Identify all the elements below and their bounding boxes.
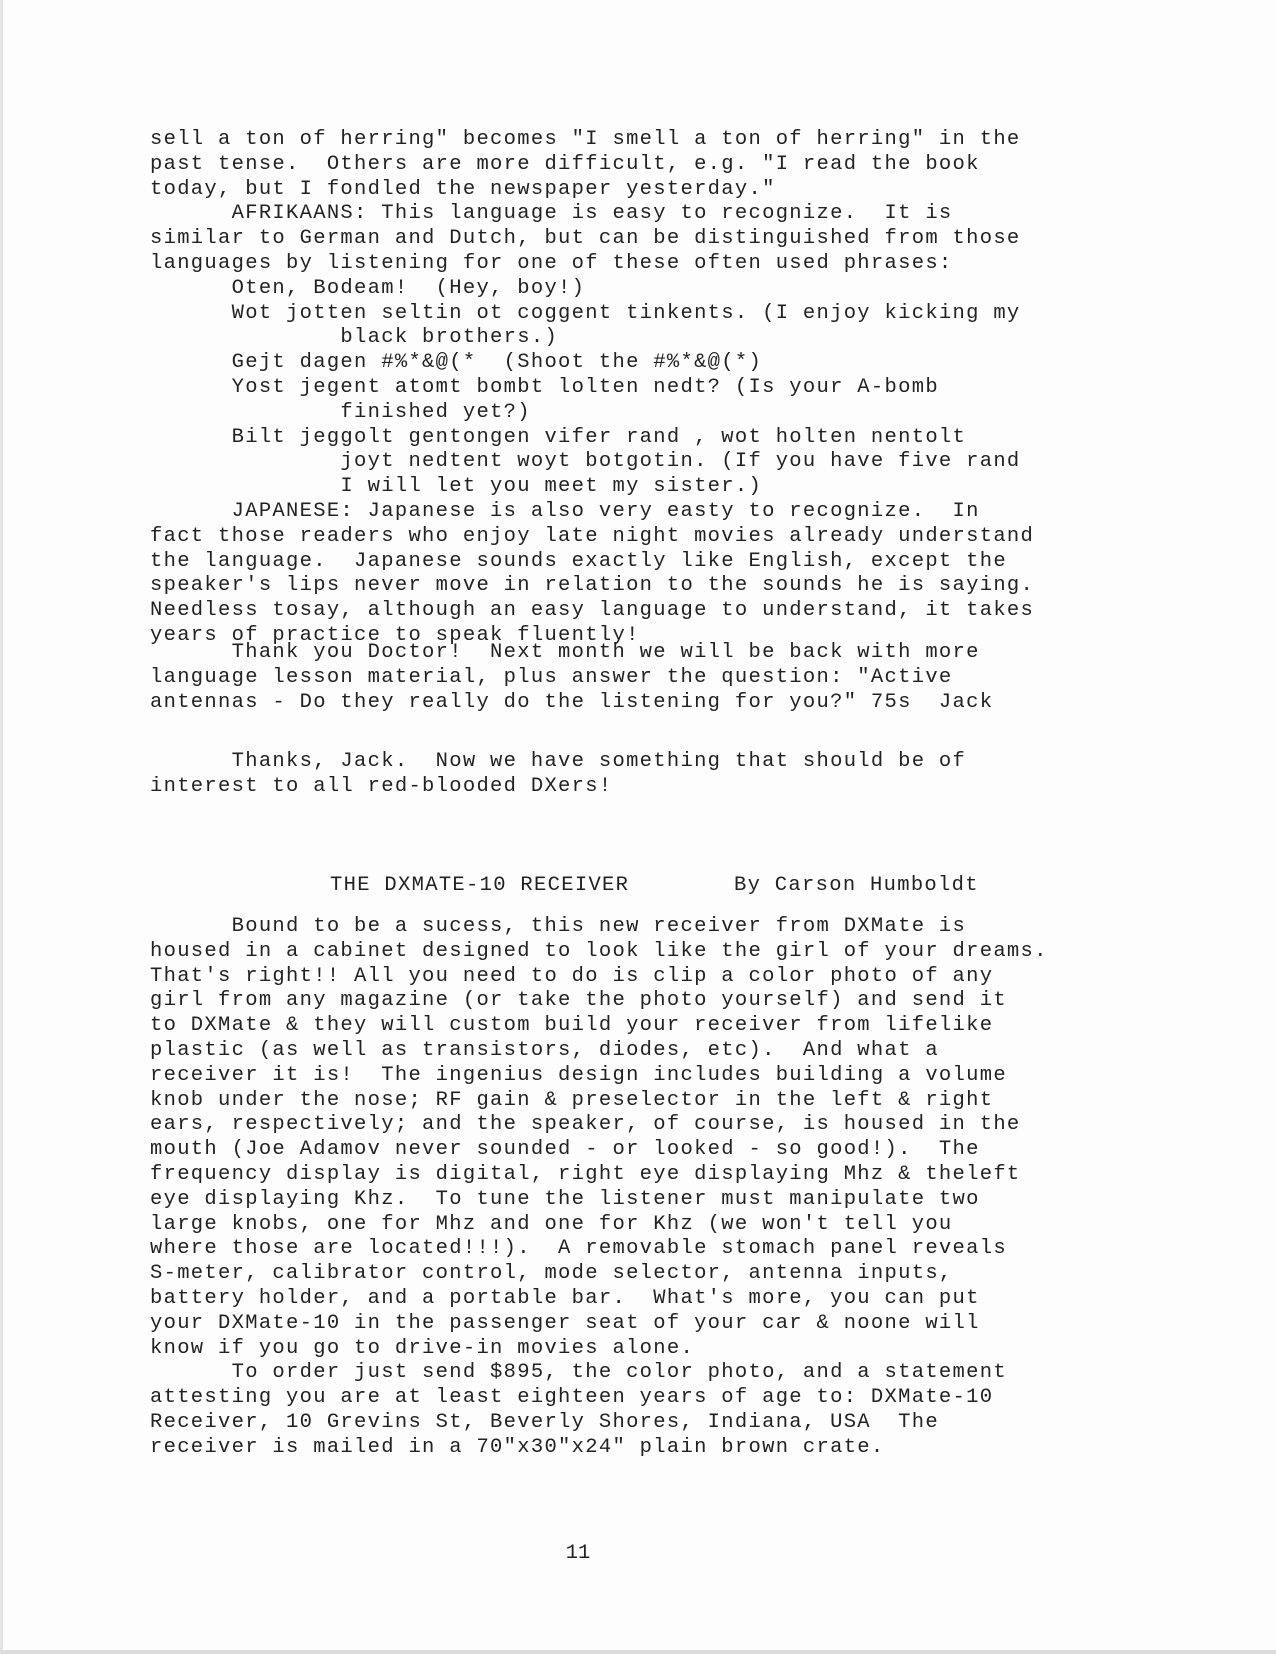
- scan-edge-left: [0, 0, 3, 1654]
- closing-paragraph: Thank you Doctor! Next month we will be back with more language lesson material, plus answer the question: "Active antennas - Do they really do the listening for you?" 75s Jack: [150, 641, 994, 714]
- editor-note: Thanks, Jack. Now we have something that should be of interest to all red-blooded DXers!: [150, 750, 967, 798]
- page-number: 11: [565, 1542, 591, 1565]
- scan-edge-bottom: [0, 1650, 1276, 1654]
- article-byline: By Carson Humboldt: [734, 874, 979, 897]
- language-lesson-continuation: sell a ton of herring" becomes "I smell a ton of herring" in the past tense. Others are more difficult, e.g. "I read the book today, but I fondled the newspaper yesterday." AFRIKAANS: This language is easy to recognize. It is similar to German and Dutch, but can be distinguished from those languages by listening for one of these often used phrases: Oten, Bodeam! (Hey, boy!) Wot jotten seltin ot coggent tinkents. (I enjoy kicking my black brothers.) Gejt dagen #%*&@(* (Shoot the #%*&@(*) Yost jegent atomt bombt lolten nedt? (Is your A-bomb finished yet?) Bilt jeggolt gentongen vifer rand , wot holten nentolt joyt nedtent woyt botgotin. (If you have five rand I will let you meet my sister.) JAPANESE: Japanese is also very easty to recognize. In fact those readers who enjoy late night movies already understand the language. Japanese sounds exactly like English, except the speaker's lips never move in relation to the sounds he is saying. Needless tosay, although an easy language to understand, it takes years of practice to speak fluently!: [150, 128, 1035, 647]
- article-header: [330, 874, 1090, 904]
- article-title: THE DXMATE-10 RECEIVER: [330, 874, 630, 897]
- article-body: Bound to be a sucess, this new receiver from DXMate is housed in a cabinet designed to look like the girl of your dreams. That's right!! All you need to do is clip a color photo of any girl from any magazine (or take the photo yourself) and send it to DXMate & they will custom build your receiver from lifelike plastic (as well as transistors, diodes, etc). And what a receiver it is! The ingenius design includes building a volume knob under the nose; RF gain & preselector in the left & right ears, respectively; and the speaker, of course, is housed in the mouth (Joe Adamov never sounded - or looked - so good!). The frequency display is digital, right eye displaying Mhz & theleft eye displaying Khz. To tune the listener must manipulate two large knobs, one for Mhz and one for Khz (we won't tell you where those are located!!!). A removable stomach panel reveals S-meter, calibrator control, mode selector, antenna inputs, battery holder, and a portable bar. What's more, you can put your DXMate-10 in the passenger seat of your car & noone will know if you go to drive-in movies alone. To order just send $895, the color photo, and a statement attesting you are at least eighteen years of age to: DXMate-10 Receiver, 10 Grevins St, Beverly Shores, Indiana, USA The receiver is mailed in a 70"x30"x24" plain brown crate.: [150, 915, 1048, 1459]
